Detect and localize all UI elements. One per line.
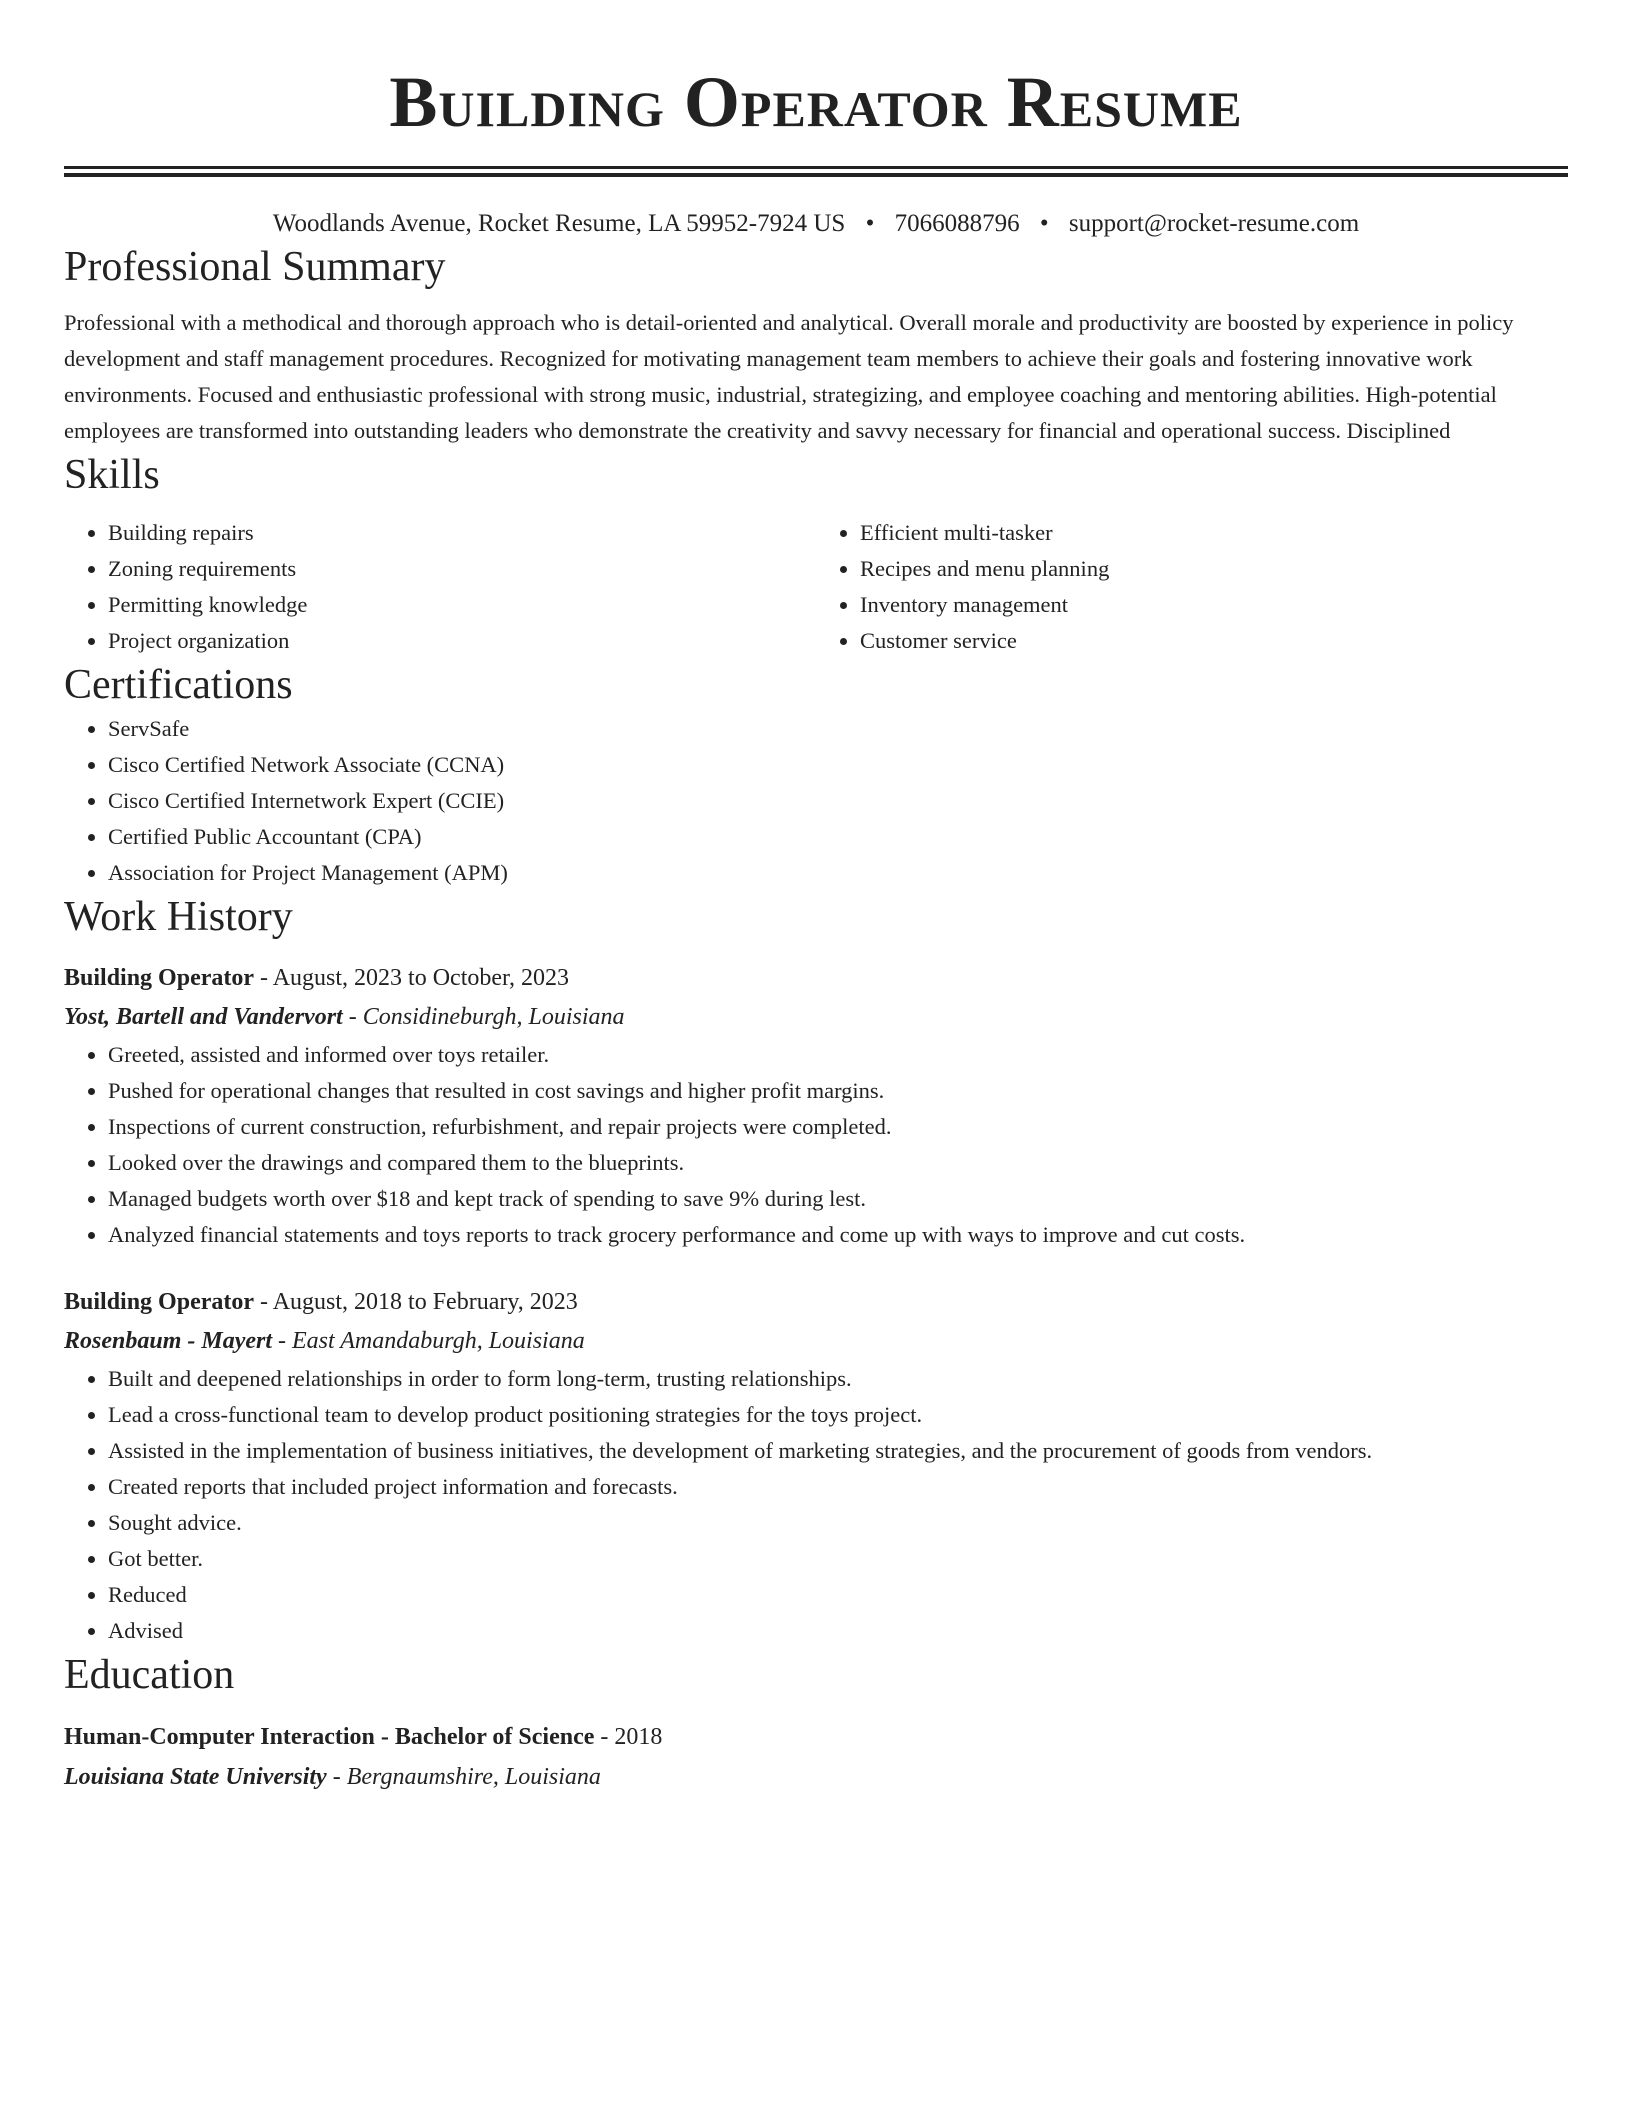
job-header: Building Operator - August, 2023 to October, 2023 — [64, 965, 570, 991]
job-duties — [64, 1037, 1568, 1253]
skill-item: • Zoning requirements — [108, 551, 816, 587]
education-heading: Education — [64, 1652, 235, 1698]
certifications-heading: Certifications — [64, 662, 293, 708]
certification-item: • Cisco Certified Network Associate (CCNA) — [108, 747, 1568, 783]
certification-item: • Certified Public Accountant (CPA) — [108, 819, 1568, 855]
contact-email: support@rocket-resume.com — [1068, 210, 1360, 237]
job-duty: • Built and deepened relationships in order to form long-term, trusting relationships. — [108, 1361, 1568, 1397]
summary-heading: Professional Summary — [64, 244, 446, 290]
work-history-heading: Work History — [64, 894, 293, 940]
education-degree: Human-Computer Interaction - Bachelor of Science — [64, 1724, 595, 1750]
job-role: Building Operator — [64, 965, 255, 991]
education-header: Human-Computer Interaction - Bachelor of Science - 2018 — [64, 1724, 663, 1750]
skill-item: • Customer service — [860, 623, 1568, 659]
contact-separator: • — [1039, 210, 1049, 237]
job-duty: • Got better. — [108, 1541, 1568, 1577]
job-duty: • Looked over the drawings and compared them to the blueprints. — [108, 1145, 1568, 1181]
skills-list — [64, 515, 1568, 659]
skill-item: • Project organization — [108, 623, 816, 659]
skill-item: • Building repairs — [108, 515, 816, 551]
skill-item: • Efficient multi-tasker — [860, 515, 1568, 551]
skills-heading: Skills — [64, 452, 160, 498]
title-divider — [64, 166, 1568, 177]
job-duty: • Sought advice. — [108, 1505, 1568, 1541]
contact-phone: 7066088796 — [894, 210, 1020, 237]
contact-line — [64, 207, 1568, 241]
job-entry — [64, 959, 1568, 1253]
job-duty: • Lead a cross-functional team to develop product positioning strategies for the toys project. — [108, 1397, 1568, 1433]
education-school: Louisiana State University — [64, 1764, 327, 1790]
job-duty: • Pushed for operational changes that resulted in cost savings and higher profit margins. — [108, 1073, 1568, 1109]
skill-item: • Inventory management — [860, 587, 1568, 623]
job-duty: • Inspections of current construction, refurbishment, and repair projects were completed. — [108, 1109, 1568, 1145]
summary-text: Professional with a methodical and thorough approach who is detail-oriented and analytical. Overall morale and productivity are boosted by experience in policy development and staff management procedures. Recognized for motivating management team members to achieve their goals and fostering innovative work environments. Focused and enthusiastic professional with strong music, industrial, strategizing, and employee coaching and mentoring abilities. High-potential employees are transformed into outstanding leaders who demonstrate the creativity and savvy necessary for financial and operational success. Disciplined — [64, 310, 1514, 443]
resume-title: Building Operator Resume — [389, 62, 1243, 142]
skill-item: • Permitting knowledge — [108, 587, 816, 623]
job-duty: • Reduced — [108, 1577, 1568, 1613]
job-duty: • Analyzed financial statements and toys reports to track grocery performance and come up with ways to improve and cut costs. — [108, 1217, 1568, 1253]
contact-separator: • — [865, 210, 875, 237]
job-duty: • Advised — [108, 1613, 1568, 1649]
skills-right-column — [816, 515, 1568, 659]
job-company: Yost, Bartell and Vandervort — [64, 1004, 343, 1030]
job-company: Rosenbaum - Mayert — [64, 1328, 273, 1354]
job-dates: August, 2018 to February, 2023 — [272, 1289, 578, 1315]
education-location: Bergnaumshire, Louisiana — [346, 1764, 601, 1790]
job-duty: • Greeted, assisted and informed over toys retailer. — [108, 1037, 1568, 1073]
job-duties — [64, 1361, 1568, 1649]
job-employer: Rosenbaum - Mayert - East Amandaburgh, Louisiana — [64, 1328, 585, 1354]
job-location: East Amandaburgh, Louisiana — [292, 1328, 585, 1354]
skills-left-column — [64, 515, 816, 659]
job-duty: • Assisted in the implementation of business initiatives, the development of marketing strategies, and the procurement of goods from vendors. — [108, 1433, 1568, 1469]
education-year: 2018 — [614, 1724, 663, 1750]
job-header: Building Operator - August, 2018 to February, 2023 — [64, 1289, 578, 1315]
job-location: Considineburgh, Louisiana — [362, 1004, 625, 1030]
skill-item: • Recipes and menu planning — [860, 551, 1568, 587]
job-duty: • Created reports that included project information and forecasts. — [108, 1469, 1568, 1505]
certification-item: • Cisco Certified Internetwork Expert (CCIE) — [108, 783, 1568, 819]
job-employer: Yost, Bartell and Vandervort - Considineburgh, Louisiana — [64, 1004, 625, 1030]
certification-item: • Association for Project Management (APM) — [108, 855, 1568, 891]
certification-item: • ServSafe — [108, 711, 1568, 747]
certifications-list — [64, 711, 1568, 891]
job-duty: • Managed budgets worth over $18 and kept track of spending to save 9% during lest. — [108, 1181, 1568, 1217]
job-dates: August, 2023 to October, 2023 — [272, 965, 570, 991]
contact-address: Woodlands Avenue, Rocket Resume, LA 59952-7924 US — [272, 210, 846, 237]
education-school-line: Louisiana State University - Bergnaumshire, Louisiana — [64, 1764, 601, 1790]
job-role: Building Operator — [64, 1289, 255, 1315]
job-entry — [64, 1283, 1568, 1649]
